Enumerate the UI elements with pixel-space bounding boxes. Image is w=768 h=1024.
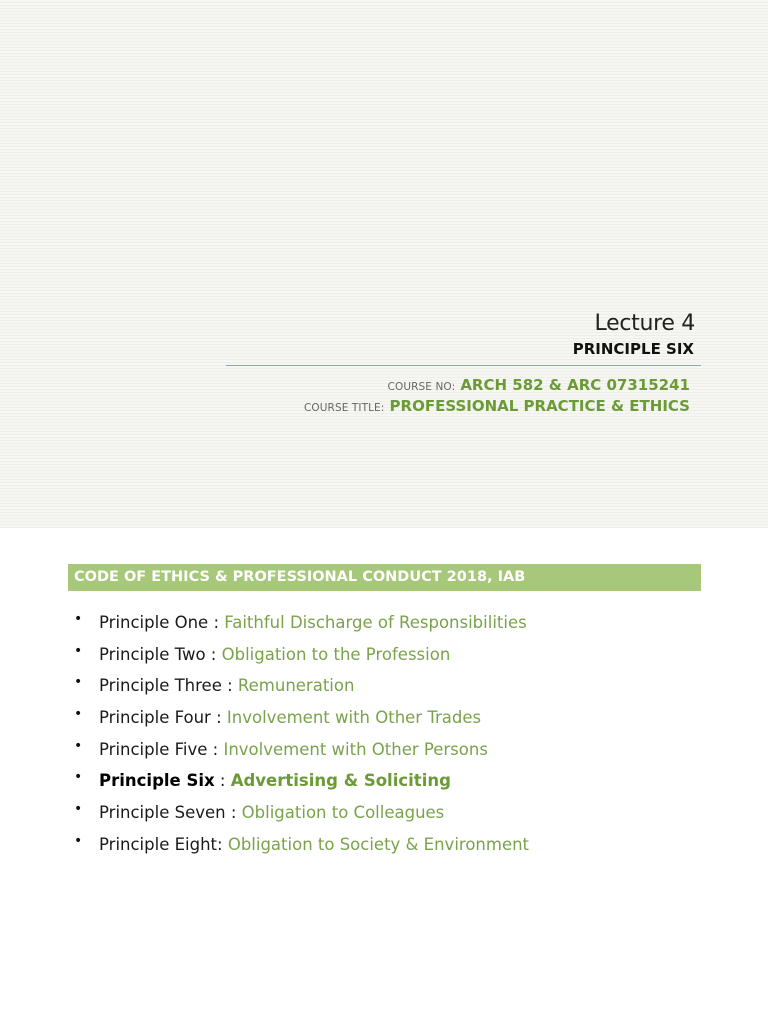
bullet-icon: • [74, 674, 83, 691]
course-number-value: ARCH 582 & ARC 07315241 [460, 376, 690, 394]
principle-description: Involvement with Other Persons [223, 739, 488, 759]
principle-description: Obligation to Colleagues [241, 803, 445, 823]
bullet-icon: • [74, 642, 83, 659]
lecture-subtitle: PRINCIPLE SIX [572, 340, 694, 358]
bullet-icon: • [74, 706, 83, 723]
bullet-icon: • [74, 611, 83, 627]
principle-description: Obligation to Society & Environment [227, 834, 530, 854]
list-item: • Principle Four : Involvement with Other Trades [74, 706, 482, 728]
course-title-row [304, 396, 690, 415]
list-item-current-principle: • Principle Six : Advertising & Soliciting [74, 769, 451, 791]
principle-name: Principle Eight [99, 834, 218, 854]
list-item: • Principle Two : Obligation to the Profession [74, 642, 451, 664]
course-title-label: COURSE TITLE: [303, 402, 385, 414]
bullet-icon: • [74, 832, 83, 849]
principle-description: Advertising & Soliciting [230, 771, 451, 791]
principle-name: Principle Six [99, 771, 215, 791]
principle-description: Remuneration [237, 676, 355, 696]
principle-description: Involvement with Other Trades [226, 708, 482, 728]
principles-list [0, 607, 768, 861]
principle-name: Principle Three [99, 676, 222, 696]
list-item: • Principle One : Faithful Discharge of Responsibilities [74, 611, 527, 632]
course-number-label: COURSE NO: [387, 381, 456, 393]
principle-description: Obligation to the Profession [221, 644, 451, 664]
principle-name: Principle Two [99, 644, 206, 664]
principle-name: Principle Four [99, 708, 211, 728]
principle-name: Principle Seven [99, 803, 226, 823]
course-number-row [388, 375, 690, 394]
lecture-number: Lecture 4 [594, 311, 695, 336]
title-divider [226, 365, 701, 366]
code-of-ethics-heading: CODE OF ETHICS & PROFESSIONAL CONDUCT 2018, IAB [74, 569, 526, 585]
list-item: • Principle Eight: Obligation to Society & Environment [74, 832, 530, 854]
list-item: • Principle Seven : Obligation to Colleagues [74, 801, 445, 823]
principle-description: Faithful Discharge of Responsibilities [224, 613, 527, 632]
list-item: • Principle Five : Involvement with Other Persons [74, 737, 488, 759]
code-of-ethics-heading-bar [68, 564, 701, 591]
principle-name: Principle Five [99, 739, 208, 759]
list-item: • Principle Three : Remuneration [74, 674, 355, 696]
course-title-value: PROFESSIONAL PRACTICE & ETHICS [389, 397, 690, 415]
bullet-icon: • [74, 801, 83, 818]
bullet-icon: • [74, 769, 83, 786]
principle-name: Principle One [99, 613, 209, 632]
bullet-icon: • [74, 737, 83, 754]
